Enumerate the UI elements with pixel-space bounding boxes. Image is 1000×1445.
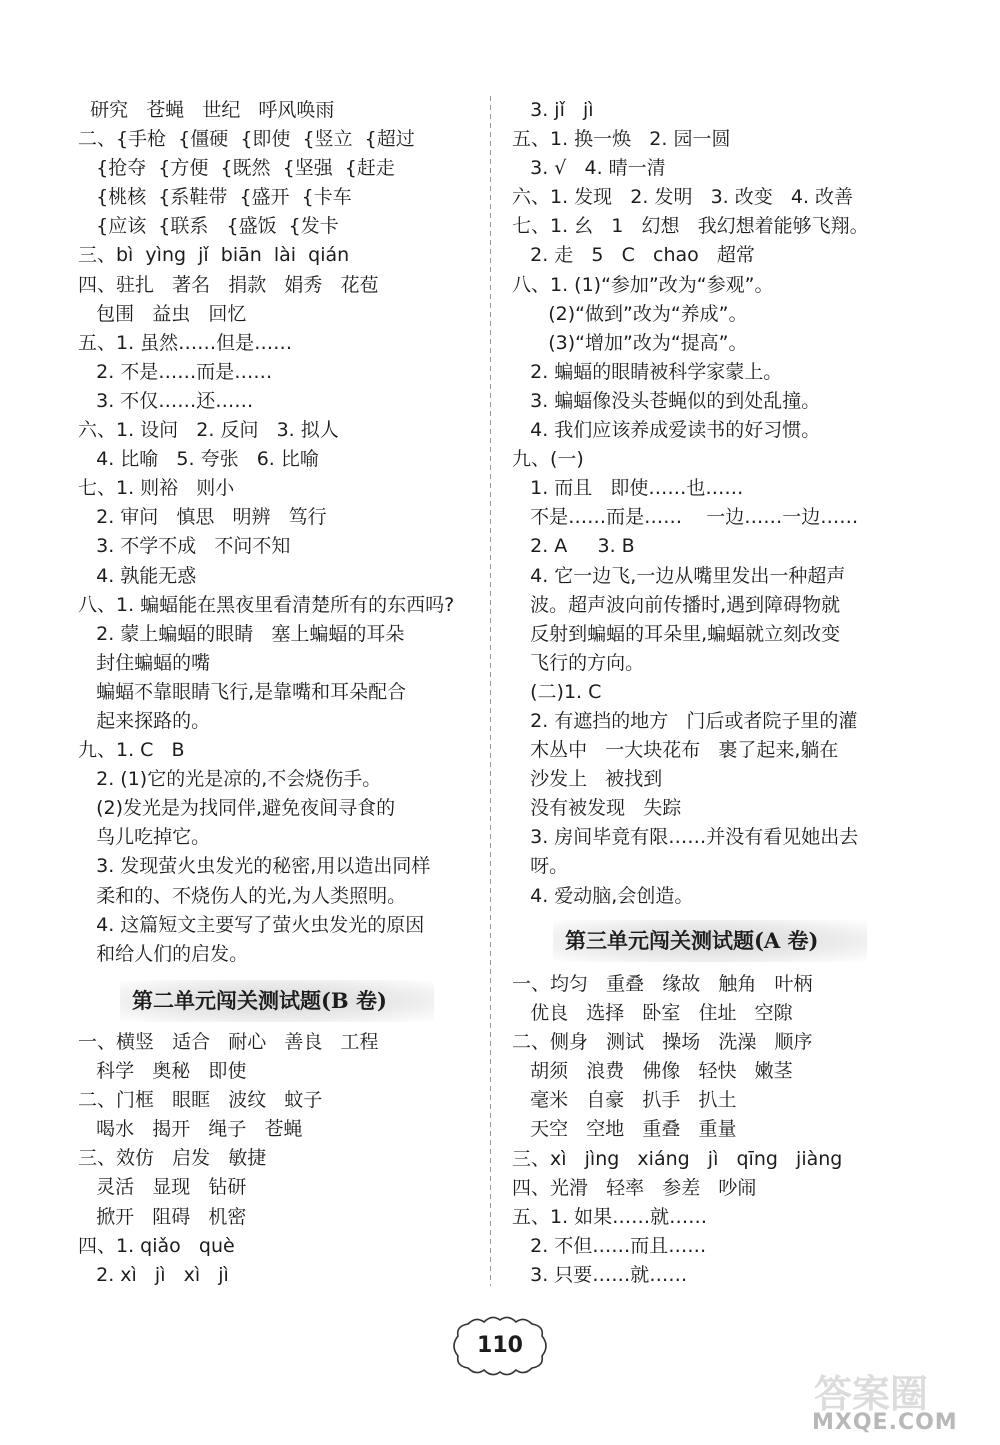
answer-line: 九、1. C B bbox=[78, 739, 185, 762]
answer-line: 四、光滑 轻率 参差 吵闹 bbox=[512, 1176, 757, 1199]
answer-line: 天空 空地 重叠 重量 bbox=[512, 1118, 737, 1141]
answer-line: 4. 我们应该养成爱读书的好习惯。 bbox=[512, 419, 821, 442]
answer-line: 毫米 自豪 扒手 扒土 bbox=[512, 1089, 737, 1112]
answer-line: 柔和的、不烧伤人的光,为人类照明。 bbox=[78, 884, 407, 907]
answer-line: 没有被发现 失踪 bbox=[512, 797, 682, 820]
answer-line: 3. 发现萤火虫发光的秘密,用以造出同样 bbox=[78, 855, 431, 878]
answer-line: 八、1. (1)“参加”改为“参观”。 bbox=[512, 273, 774, 296]
answer-line: 2. 蒙上蝙蝠的眼睛 塞上蝙蝠的耳朵 bbox=[78, 622, 405, 645]
answer-line: 七、1. 幺 1 幻想 我幻想着能够飞翔。 bbox=[512, 215, 869, 238]
answer-line: 4. 孰能无惑 bbox=[78, 564, 197, 587]
answer-line: 3. 只要……就…… bbox=[512, 1263, 688, 1286]
answer-line: 二、侧身 测试 操场 洗澡 顺序 bbox=[512, 1031, 813, 1054]
answers-unit2-b-section bbox=[78, 1028, 478, 1290]
answer-line: 科学 奥秘 即使 bbox=[78, 1060, 247, 1083]
answer-line: 二、门框 眼眶 波纹 蚊子 bbox=[78, 1089, 323, 1112]
answer-line: 研究 苍蝇 世纪 呼风唤雨 bbox=[78, 99, 335, 121]
answer-line: {应该 {联系 {盛饭 {发卡 bbox=[78, 215, 339, 238]
answer-line: 五、1. 如果……就…… bbox=[512, 1205, 708, 1228]
answer-line: 2. 审问 慎思 明辨 笃行 bbox=[78, 506, 327, 529]
answer-line: 灵活 显现 钻研 bbox=[78, 1176, 247, 1199]
answer-line: 4. 爱动脑,会创造。 bbox=[512, 884, 694, 907]
answer-line: 六、1. 设问 2. 反问 3. 拟人 bbox=[78, 419, 339, 442]
answer-line: 4. 比喻 5. 夸张 6. 比喻 bbox=[78, 448, 319, 471]
answer-line: 2. 有遮挡的地方 门后或者院子里的灌 bbox=[512, 709, 858, 732]
answer-line: 2. 不但……而且…… bbox=[512, 1234, 707, 1257]
page-number: 110 bbox=[477, 1333, 523, 1358]
answer-line: 飞行的方向。 bbox=[512, 651, 645, 674]
answer-line: 3. 蝙蝠像没头苍蝇似的到处乱撞。 bbox=[512, 389, 821, 412]
answer-line: 八、1. 蝙蝠能在黑夜里看清楚所有的东西吗? bbox=[78, 593, 455, 616]
answer-line: 3. 房间毕竟有限……并没有看见她出去 bbox=[512, 826, 859, 849]
answer-line: 1. 而且 即使……也…… bbox=[512, 477, 744, 500]
answer-line: 包围 益虫 回忆 bbox=[78, 302, 247, 325]
answer-line: (3)“增加”改为“提高”。 bbox=[512, 331, 748, 354]
answer-line: {桃核 {系鞋带 {盛开 {卡车 bbox=[78, 186, 352, 209]
column-divider bbox=[490, 96, 491, 1286]
answer-line: 胡须 浪费 佛像 轻快 嫩茎 bbox=[512, 1060, 793, 1083]
answer-line: 反射到蝙蝠的耳朵里,蝙蝠就立刻改变 bbox=[512, 622, 841, 645]
watermark-site: MXQE.COM bbox=[812, 1410, 958, 1435]
answer-line: 木丛中 一大块花布 裹了起来,躺在 bbox=[512, 739, 839, 762]
answer-line: 4. 这篇短文主要写了萤火虫发光的原因 bbox=[78, 913, 425, 936]
answer-line: 四、驻扎 著名 捐款 娟秀 花苞 bbox=[78, 273, 379, 296]
svg-text:答案圈: 答案圈 bbox=[814, 1372, 929, 1416]
answer-line: 2. (1)它的光是凉的,不会烧伤手。 bbox=[78, 768, 382, 791]
answer-line: 掀开 阻碍 机密 bbox=[78, 1205, 247, 1228]
answer-line: 3. 不学不成 不问不知 bbox=[78, 535, 291, 558]
answer-line: 封住蝙蝠的嘴 bbox=[78, 651, 211, 674]
right-column bbox=[512, 96, 932, 911]
answer-line: 2. 蝙蝠的眼睛被科学家蒙上。 bbox=[512, 360, 783, 383]
page-number-badge bbox=[448, 1314, 552, 1378]
answer-line: 七、1. 则裕 则小 bbox=[78, 477, 235, 500]
answer-line: 一、横竖 适合 耐心 善良 工程 bbox=[78, 1031, 379, 1053]
answer-line: (二)1. C bbox=[512, 680, 602, 703]
answer-line: 3. 不仅……还…… bbox=[78, 389, 254, 412]
answer-line: (2)发光是为找同伴,避免夜间寻食的 bbox=[78, 797, 396, 820]
answers-unit2-a-section bbox=[78, 96, 478, 969]
answer-line: 蝙蝠不靠眼睛飞行,是靠嘴和耳朵配合 bbox=[78, 680, 407, 703]
answer-line: 鸟儿吃掉它。 bbox=[78, 826, 211, 849]
answers-unit2-b-continued bbox=[512, 96, 932, 911]
answer-line: 三、效仿 启发 敏捷 bbox=[78, 1147, 267, 1170]
answer-line: 六、1. 发现 2. 发明 3. 改变 4. 改善 bbox=[512, 186, 854, 209]
answer-line: 和给人们的启发。 bbox=[78, 942, 249, 965]
answer-line: 二、{手枪 {僵硬 {即使 {竖立 {超过 bbox=[78, 128, 415, 151]
answer-line: 优良 选择 卧室 住址 空隙 bbox=[512, 1002, 793, 1025]
answer-line: 一、均匀 重叠 缘故 触角 叶柄 bbox=[512, 973, 813, 995]
section-title-unit2-b: 第二单元闯关测试题(B 卷) bbox=[120, 980, 434, 1022]
section-title-unit3-a: 第三单元闯关测试题(A 卷) bbox=[553, 920, 867, 962]
answer-line: 波。超声波向前传播时,遇到障碍物就 bbox=[512, 593, 841, 616]
answer-line: (2)“做到”改为“养成”。 bbox=[512, 302, 748, 325]
answers-unit3-a-section bbox=[512, 970, 932, 1290]
answer-line: 不是……而是…… 一边……一边…… bbox=[512, 506, 859, 529]
answer-line: 呀。 bbox=[512, 855, 569, 878]
answer-line: 九、(一) bbox=[512, 448, 584, 471]
answer-line: 2. xì jì xì jì bbox=[78, 1263, 229, 1286]
answer-line: {抢夺 {方便 {既然 {坚强 {赶走 bbox=[78, 157, 395, 180]
answer-line: 喝水 揭开 绳子 苍蝇 bbox=[78, 1118, 303, 1141]
answer-line: 五、1. 换一焕 2. 园一圆 bbox=[512, 128, 731, 151]
answer-line: 四、1. qiǎo què bbox=[78, 1234, 235, 1257]
answer-line: 起来探路的。 bbox=[78, 709, 211, 732]
answer-line: 三、bì yìng jǐ biān lài qián bbox=[78, 244, 350, 267]
answer-line: 五、1. 虽然……但是…… bbox=[78, 331, 293, 354]
left-column bbox=[78, 96, 478, 969]
answer-line: 3. √ 4. 晴一清 bbox=[512, 157, 666, 180]
answer-line: 2. 走 5 C chao 超常 bbox=[512, 244, 755, 267]
answer-line: 3. jǐ jì bbox=[512, 99, 594, 121]
answer-line: 2. A 3. B bbox=[512, 535, 635, 558]
answer-line: 三、xì jìng xiáng jì qīng jiàng bbox=[512, 1147, 843, 1170]
answer-line: 沙发上 被找到 bbox=[512, 768, 663, 791]
answer-line: 4. 它一边飞,一边从嘴里发出一种超声 bbox=[512, 564, 846, 587]
answer-line: 2. 不是……而是…… bbox=[78, 360, 273, 383]
